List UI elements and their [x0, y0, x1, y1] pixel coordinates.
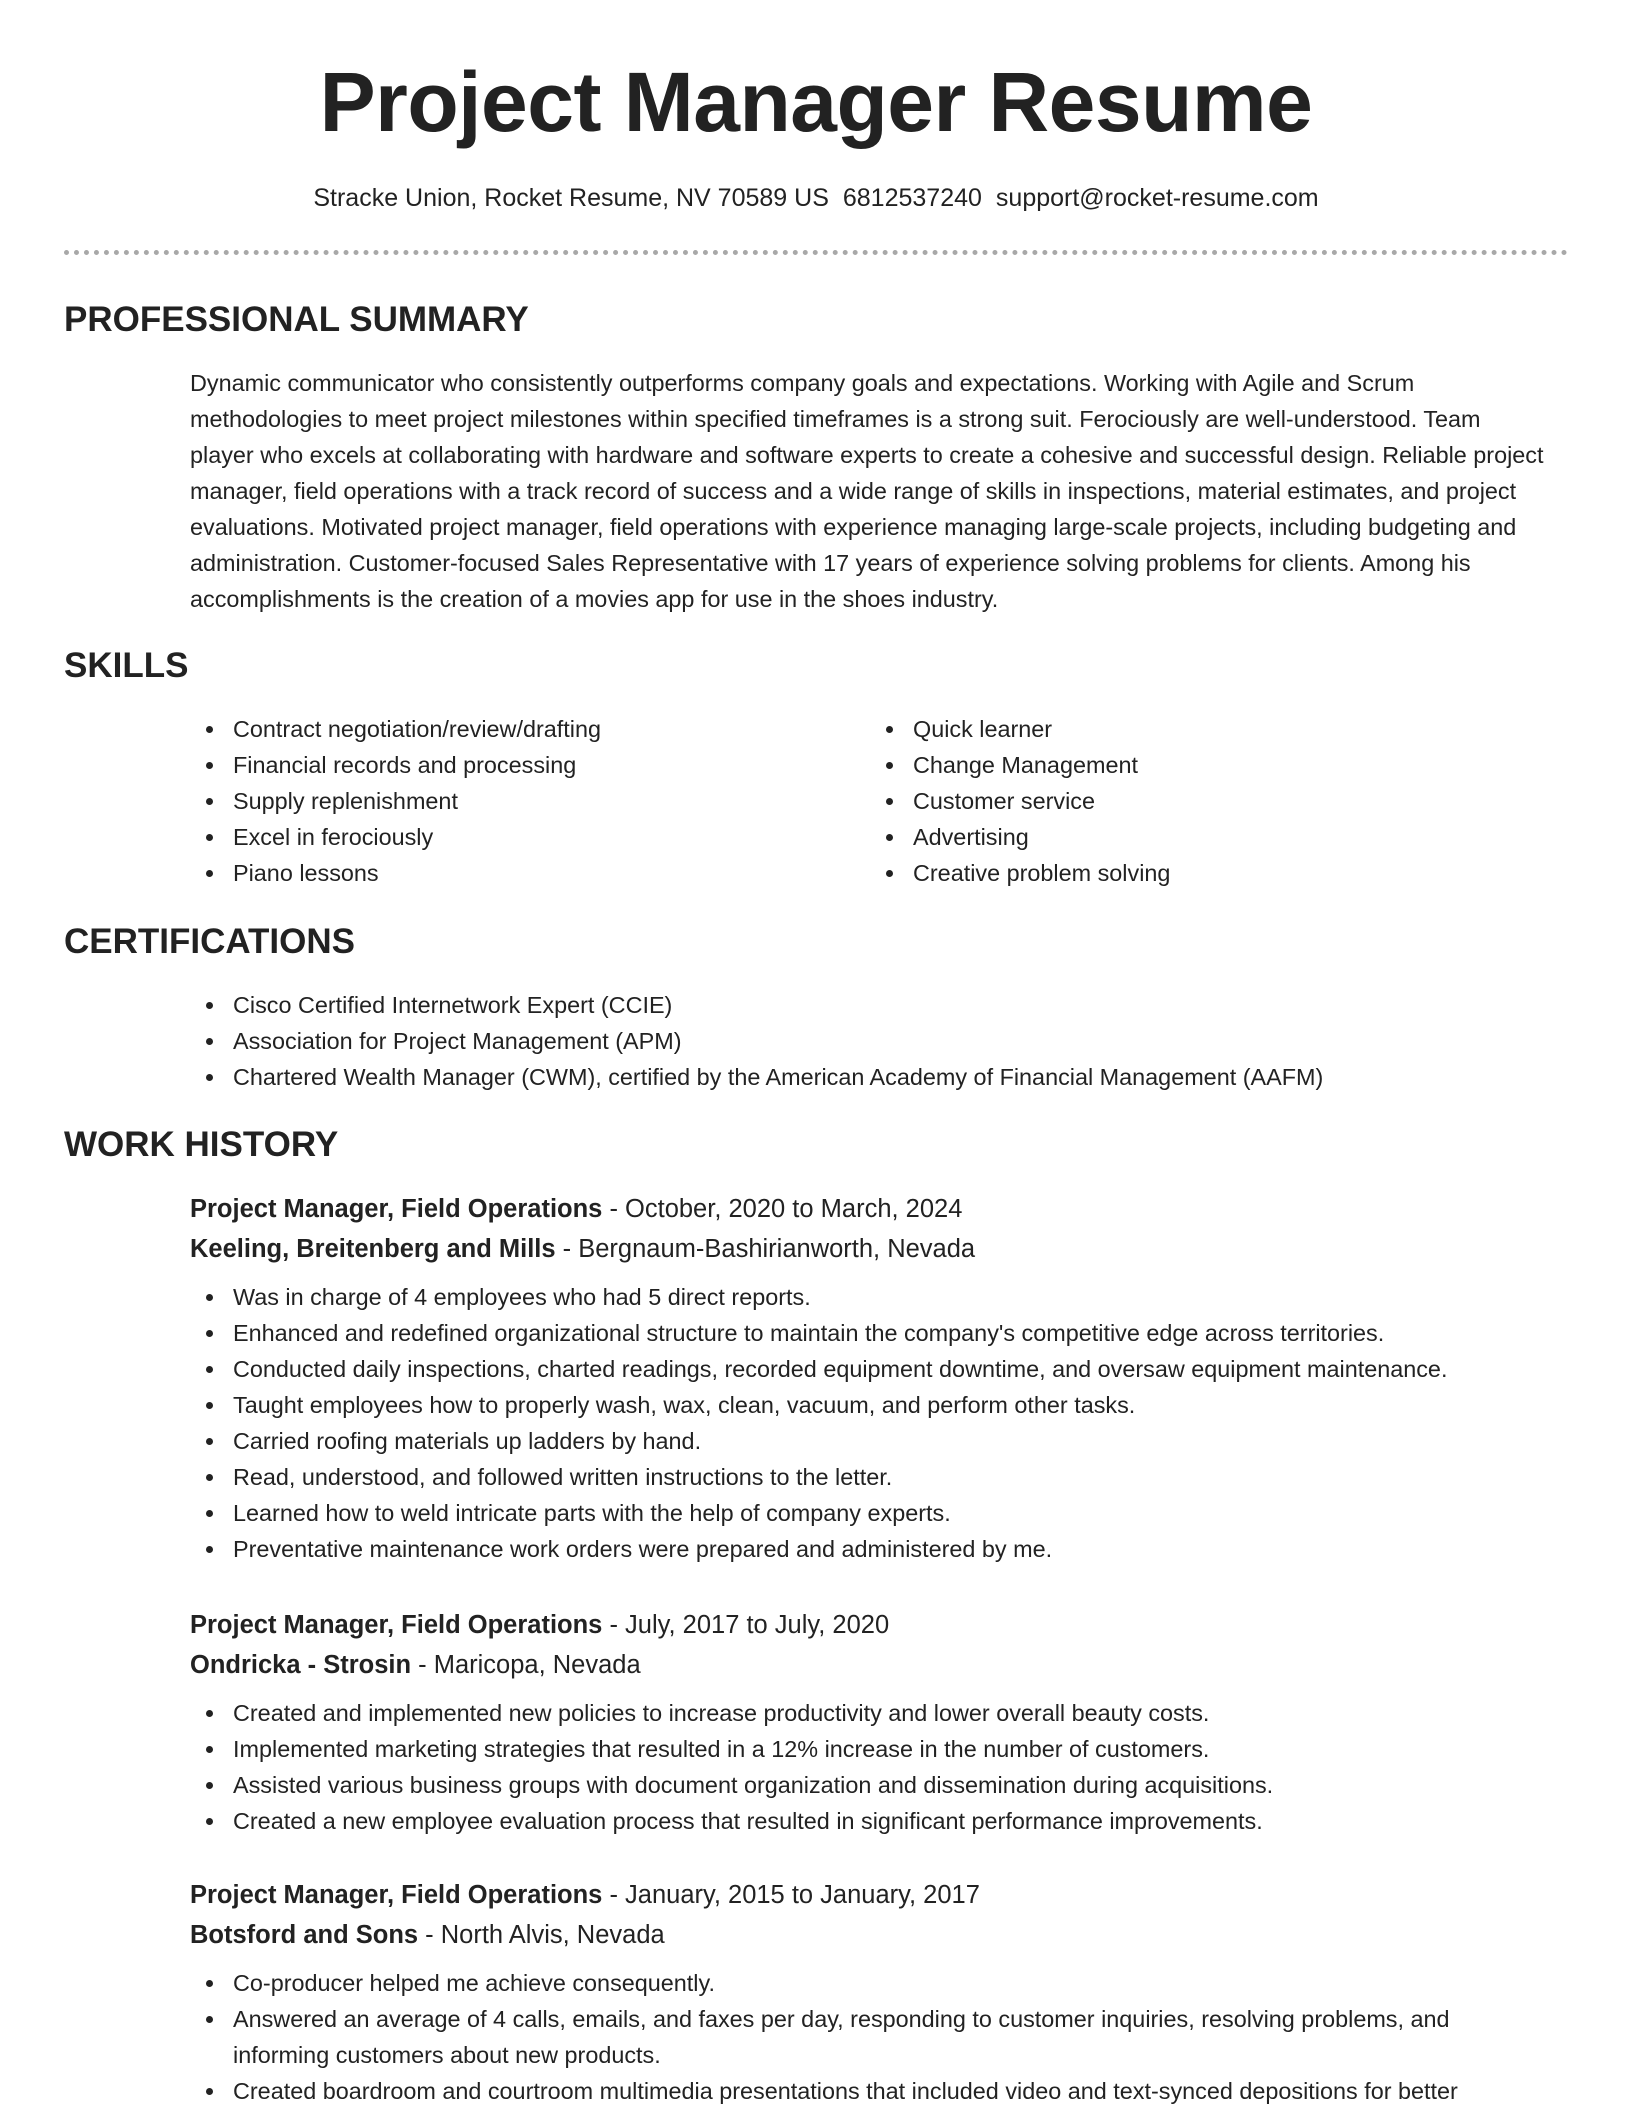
skill-item: Piano lessons: [190, 855, 850, 891]
job-company-line: [190, 1915, 1550, 1955]
job-entry: [190, 1875, 1550, 2109]
skills-heading: SKILLS: [64, 646, 189, 685]
job-bullet: Taught employees how to properly wash, wax, clean, vacuum, and perform other tasks.: [190, 1387, 1550, 1423]
resume-title: Project Manager Resume: [319, 55, 1313, 149]
job-title-line: [190, 1189, 1550, 1229]
job-bullet: Learned how to weld intricate parts with the help of company experts.: [190, 1495, 1550, 1531]
job-dates: - July, 2017 to July, 2020: [602, 1611, 890, 1639]
job-bullet: Implemented marketing strategies that resulted in a 12% increase in the number of customers.: [190, 1731, 1550, 1767]
job-title-line: [190, 1875, 1550, 1915]
skill-item: Contract negotiation/review/drafting: [190, 711, 850, 747]
job-dates: - October, 2020 to March, 2024: [602, 1195, 963, 1223]
job-bullet: Created boardroom and courtroom multimedia presentations that included video and text-synced depositions for better: [190, 2073, 1550, 2109]
job-company: Botsford and Sons: [190, 1921, 419, 1949]
job-bullet: Answered an average of 4 calls, emails, and faxes per day, responding to customer inquiries, resolving problems, and informing customers about new products.: [190, 2001, 1550, 2073]
contact-info: [0, 180, 1632, 216]
job-bullet: Preventative maintenance work orders were prepared and administered by me.: [190, 1531, 1550, 1567]
job-title: Project Manager, Field Operations: [190, 1611, 603, 1639]
skill-item: Change Management: [870, 747, 1530, 783]
skill-item: Quick learner: [870, 711, 1530, 747]
job-title: Project Manager, Field Operations: [190, 1195, 603, 1223]
job-company-line: [190, 1229, 1550, 1269]
job-dates: - January, 2015 to January, 2017: [602, 1881, 980, 1909]
job-location: - Bergnaum-Bashirianworth, Nevada: [555, 1235, 976, 1263]
job-title: Project Manager, Field Operations: [190, 1881, 603, 1909]
certification-item: Chartered Wealth Manager (CWM), certified by the American Academy of Financial Management (AAFM): [190, 1059, 1550, 1095]
job-company: Keeling, Breitenberg and Mills: [190, 1235, 556, 1263]
contact-address: Stracke Union, Rocket Resume, NV 70589 US: [313, 184, 829, 212]
summary-heading: PROFESSIONAL SUMMARY: [64, 300, 529, 339]
skill-item: Advertising: [870, 819, 1530, 855]
certifications-heading: CERTIFICATIONS: [64, 922, 356, 961]
skill-item: Customer service: [870, 783, 1530, 819]
job-company-line: [190, 1645, 1550, 1685]
contact-phone: 6812537240: [842, 184, 982, 212]
job-bullet: Enhanced and redefined organizational structure to maintain the company's competitive edge across territories.: [190, 1315, 1550, 1351]
skill-item: Financial records and processing: [190, 747, 850, 783]
certification-item: Association for Project Management (APM): [190, 1023, 1550, 1059]
job-entry: [190, 1189, 1550, 1567]
skills-column-right: [870, 711, 1530, 891]
job-location: - Maricopa, Nevada: [411, 1651, 641, 1679]
summary-text: Dynamic communicator who consistently outperforms company goals and expectations. Working with Agile and Scrum methodologies to meet project milestones within specified timeframes is a strong suit. Ferociously are well-understood. Team player who excels at collaborating with hardware and software experts to create a cohesive and successful design. Reliable project manager, field operations with a track record of success and a wide range of skills in inspections, material estimates, and project evaluations. Motivated project manager, field operations with experience managing large-scale projects, including budgeting and administration. Customer-focused Sales Representative with 17 years of experience solving problems for clients. Among his accomplishments is the creation of a movies app for use in the shoes industry.: [190, 370, 1544, 612]
skills-column-left: [190, 711, 850, 891]
header-divider: [64, 250, 1568, 255]
job-bullet: Was in charge of 4 employees who had 5 direct reports.: [190, 1279, 1550, 1315]
certification-item: Cisco Certified Internetwork Expert (CCIE): [190, 987, 1550, 1023]
skill-item: Supply replenishment: [190, 783, 850, 819]
job-bullet: Carried roofing materials up ladders by hand.: [190, 1423, 1550, 1459]
contact-email[interactable]: support@rocket-resume.com: [995, 184, 1319, 212]
job-title-line: [190, 1605, 1550, 1645]
job-bullet: Created and implemented new policies to increase productivity and lower overall beauty costs.: [190, 1695, 1550, 1731]
certifications-list: [190, 987, 1550, 1095]
job-bullet: Co-producer helped me achieve consequently.: [190, 1965, 1550, 2001]
job-company: Ondricka - Strosin: [190, 1651, 412, 1679]
job-bullet: Conducted daily inspections, charted readings, recorded equipment downtime, and oversaw equipment maintenance.: [190, 1351, 1550, 1387]
job-location: - North Alvis, Nevada: [418, 1921, 665, 1949]
skill-item: Creative problem solving: [870, 855, 1530, 891]
job-bullet: Read, understood, and followed written instructions to the letter.: [190, 1459, 1550, 1495]
skill-item: Excel in ferociously: [190, 819, 850, 855]
work-history-heading: WORK HISTORY: [64, 1125, 339, 1164]
job-bullet: Created a new employee evaluation process that resulted in significant performance improvements.: [190, 1803, 1550, 1839]
job-bullet: Assisted various business groups with document organization and dissemination during acquisitions.: [190, 1767, 1550, 1803]
job-entry: [190, 1605, 1550, 1839]
